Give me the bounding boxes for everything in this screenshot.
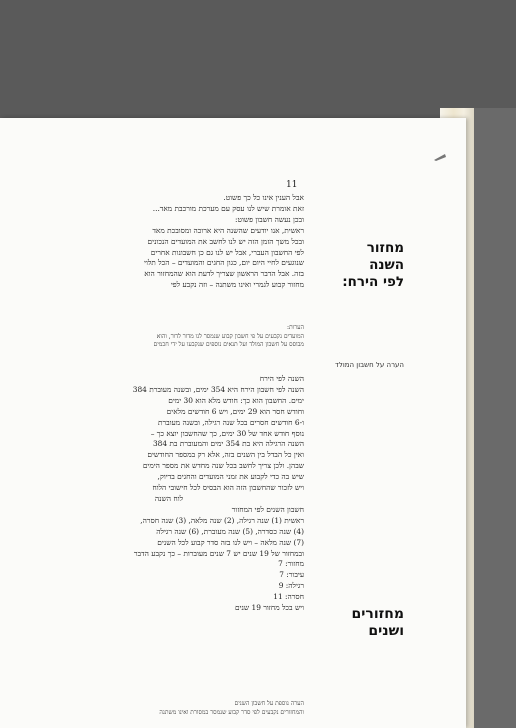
- text-line: השנה הרגילה היא בת 354 ימים והמעוברת בת 384: [152, 439, 304, 449]
- page-tab-icon: [433, 152, 447, 162]
- footnote-line: הערה נוספת על חשבון השנים: [234, 700, 304, 707]
- text-line: שיש בה כדי לקבוע את זמני המועדים והחגים בדיוק,: [157, 472, 304, 482]
- paragraph-block-1: [34, 193, 304, 291]
- text-line: חשבון השנים לפי המחזור: [231, 504, 304, 514]
- book-edge-shadow: [474, 108, 516, 728]
- text-line: ויש בכל מחזור 19 שנים: [234, 603, 304, 613]
- margin-heading-line: ושנים: [368, 623, 404, 639]
- footnote-line: מבוסס על חשבון המולד ועל תנאים נוספים שנקבעו על ידי חכמים: [153, 341, 304, 349]
- text-line: שנוגעים לחיי היום יום, כגון החגים והמועדים – הכל תלוי: [144, 258, 304, 268]
- list-item: מחזור: 7: [278, 559, 304, 569]
- text-line: ו-6 חודשים חסרים בכל שנה רגילה, ובשנה מעוברת: [158, 417, 304, 427]
- text-line: שבהן. ולכן צריך לחשב בכל שנה מחדש את מספר הימים: [142, 461, 304, 471]
- list-item: רגילה: 9: [278, 581, 304, 591]
- text-line: ובכן נעשה חשבון פשוט:: [235, 214, 304, 224]
- footnote-1: [34, 324, 304, 350]
- text-line: ובכל משך הזמן הזה יש לנו לחשב את המועדים הנכונים: [147, 236, 304, 246]
- footnote-2: [34, 699, 304, 717]
- text-line: השנה לפי חשבון הירח היא 354 ימים, ובשנה מעוברת 384: [132, 384, 304, 394]
- margin-heading-2: [314, 606, 404, 640]
- text-line: בזה. אבל הדבר הראשון שצריך לדעת הוא שהמחזור הוא: [144, 269, 304, 279]
- list-item: חסרה: 11: [273, 592, 304, 602]
- text-line: ובמחזור של 19 שנים יש 7 שנים מעוברות – כך נקבע הדבר: [133, 548, 304, 558]
- paragraph-block-2: [34, 374, 304, 614]
- text-line: (7) שנה מלאה – ויש לנו בזה סדר קבוע לכל השנים: [157, 537, 304, 547]
- text-line: נוסף חודש אחד של 30 ימים, כך שהחשבון יוצא כך –: [150, 428, 304, 438]
- margin-heading-line: מחזורים: [351, 606, 404, 622]
- scanner-background: [0, 0, 516, 120]
- footnote-line: והמחזורים נקבעים לפי סדר קבוע שנמסר במסורת ואינו משתנה: [159, 709, 304, 716]
- text-line: וחודש חסר הוא 29 ימים, ויש 6 חודשים מלאים: [166, 406, 304, 416]
- margin-heading-line: לפי הירח:: [342, 274, 404, 290]
- footnote-line: המועדים נקבעים על פי חשבון קבוע שנמסר לנו מדור לדור, והוא: [156, 332, 304, 340]
- section-caption: לוח השנה: [154, 493, 184, 503]
- text-line: השנה לפי הירח: [259, 374, 304, 383]
- text-line: לפי החשבון העברי, אבל יש לנו גם כן חשבונות אחרים: [150, 247, 304, 257]
- footnote-line: הערות:: [286, 324, 304, 331]
- margin-heading-1: [314, 240, 404, 291]
- text-line: ראשית (1) שנה רגילה, (2) שנה מלאה, (3) שנה חסרה,: [140, 515, 304, 525]
- text-line: מחזור קבוע לגמרי ואינו משתנה – וזה נקבע לפי: [170, 280, 304, 290]
- text-line: ימים. החשבון הוא כך: חודש מלא הוא 30 ימים: [168, 395, 304, 405]
- text-line: ואין כל הבדל בין השנים בזה, אלא רק במספר החודשים: [147, 450, 304, 460]
- text-line: זאת אומרת שיש לנו עסק עם מערכת מורכבת מאד...: [152, 203, 304, 213]
- margin-heading-line: השנה: [369, 257, 404, 273]
- text-line: ראשית, אנו יודעים שהשנה היא ארוכה ומסובכת מאד: [152, 225, 304, 235]
- margin-note: הערה על חשבון המולד: [335, 361, 404, 369]
- text-line: (4) שנה כסדרה, (5) שנה מעוברת, (6) שנה רגילה: [156, 526, 304, 536]
- list-item: עיבור: 7: [279, 570, 304, 580]
- text-line: ויש לזכור שהחשבון הזה הוא הבסיס לכל חישובי הלוח: [152, 483, 304, 493]
- text-line: אבל הענין אינו כל כך פשוט.: [223, 193, 304, 202]
- margin-heading-line: מחזור: [366, 240, 404, 256]
- page-number: 11: [286, 180, 298, 190]
